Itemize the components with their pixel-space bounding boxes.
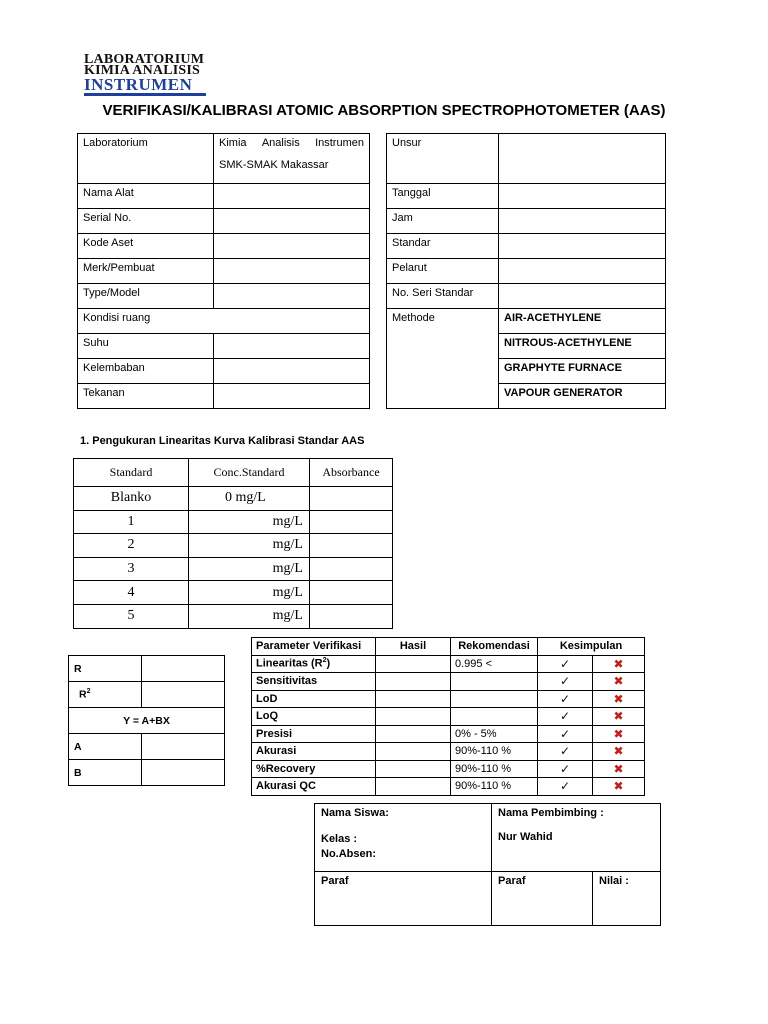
check-icon[interactable]: ✓ <box>538 725 593 743</box>
conc-unit[interactable]: mg/L <box>189 510 310 534</box>
lab-school: SMK-SMAK Makassar <box>219 159 329 171</box>
regression-equation: Y = A+BX <box>69 708 225 734</box>
check-icon[interactable]: ✓ <box>538 778 593 796</box>
method-nitrous-acethylene[interactable]: NITROUS-ACETHYLENE <box>499 334 666 359</box>
r2-base: R <box>79 688 87 701</box>
student-info-cell <box>315 804 492 872</box>
serial-no-label: Serial No. <box>78 209 214 234</box>
lab-word-1: Kimia <box>219 137 247 149</box>
table-row <box>252 690 645 708</box>
document-title: VERIFIKASI/KALIBRASI ATOMIC ABSORPTION SPECTROPHOTOMETER (AAS) <box>102 102 666 119</box>
table-row <box>74 557 393 581</box>
conc-unit[interactable]: mg/L <box>189 534 310 558</box>
unsur-field[interactable] <box>499 134 666 184</box>
table-row <box>252 708 645 726</box>
nama-alat-field[interactable] <box>214 184 370 209</box>
table-row <box>252 725 645 743</box>
cross-icon[interactable]: ✖ <box>593 760 645 778</box>
section-1-heading: 1. Pengukuran Linearitas Kurva Kalibrasi Standar AAS <box>80 435 365 447</box>
param-rekomendasi: 0.995 < <box>451 655 538 673</box>
param-name: LoD <box>252 690 376 708</box>
standar-field[interactable] <box>499 234 666 259</box>
pelarut-label: Pelarut <box>387 259 499 284</box>
kelembaban-field[interactable] <box>214 359 370 384</box>
table-row <box>74 581 393 605</box>
r-field[interactable] <box>142 656 225 682</box>
regression-table <box>68 655 225 786</box>
standard-number: 3 <box>74 557 189 581</box>
tanggal-field[interactable] <box>499 184 666 209</box>
param-rekomendasi <box>451 690 538 708</box>
jam-label: Jam <box>387 209 499 234</box>
param-rekomendasi: 90%-110 % <box>451 743 538 761</box>
lab-word-3: Instrumen <box>315 137 364 149</box>
cross-icon[interactable]: ✖ <box>593 708 645 726</box>
r-label: R <box>69 656 142 682</box>
param-hasil-field[interactable] <box>376 760 451 778</box>
param-name: Presisi <box>252 725 376 743</box>
header-standard: Standard <box>74 459 189 487</box>
check-icon[interactable]: ✓ <box>538 760 593 778</box>
tekanan-label: Tekanan <box>78 384 214 409</box>
kode-aset-field[interactable] <box>214 234 370 259</box>
absorbance-field[interactable] <box>310 604 393 628</box>
standard-table <box>73 458 393 629</box>
methode-spacer <box>387 334 499 359</box>
kelas-label: Kelas : <box>321 833 358 845</box>
standard-number: 1 <box>74 510 189 534</box>
paraf-pembimbing[interactable]: Paraf <box>492 872 593 926</box>
param-hasil-field[interactable] <box>376 673 451 691</box>
suhu-field[interactable] <box>214 334 370 359</box>
pembimbing-name: Nur Wahid <box>498 831 553 843</box>
b-field[interactable] <box>142 760 225 786</box>
table-row <box>252 760 645 778</box>
tekanan-field[interactable] <box>214 384 370 409</box>
kode-aset-label: Kode Aset <box>78 234 214 259</box>
laboratorium-label: Laboratorium <box>78 134 214 184</box>
r2-sup: 2 <box>86 688 91 696</box>
merk-label: Merk/Pembuat <box>78 259 214 284</box>
logo-line-2: KIMIA ANALISIS <box>84 63 201 78</box>
standar-label: Standar <box>387 234 499 259</box>
cross-icon[interactable]: ✖ <box>593 743 645 761</box>
lab-word-2: Analisis <box>261 137 300 149</box>
absorbance-field[interactable] <box>310 534 393 558</box>
cross-icon[interactable]: ✖ <box>593 725 645 743</box>
kondisi-ruang-label: Kondisi ruang <box>78 309 370 334</box>
absorbance-field[interactable] <box>310 487 393 511</box>
param-rekomendasi: 90%-110 % <box>451 760 538 778</box>
pelarut-field[interactable] <box>499 259 666 284</box>
param-name <box>252 655 376 673</box>
a-field[interactable] <box>142 734 225 760</box>
param-hasil-field[interactable] <box>376 778 451 796</box>
no-absen-label: No.Absen: <box>321 848 376 860</box>
param-hasil-field[interactable] <box>376 708 451 726</box>
standard-number: 4 <box>74 581 189 605</box>
param-hasil-field[interactable] <box>376 690 451 708</box>
conc-unit[interactable]: mg/L <box>189 604 310 628</box>
param-name: %Recovery <box>252 760 376 778</box>
cross-icon[interactable]: ✖ <box>593 655 645 673</box>
suhu-label: Suhu <box>78 334 214 359</box>
conc-unit[interactable]: mg/L <box>189 581 310 605</box>
methode-spacer <box>387 359 499 384</box>
no-seri-standar-field[interactable] <box>499 284 666 309</box>
methode-label: Methode <box>387 309 499 334</box>
param-name: LoQ <box>252 708 376 726</box>
header-hasil: Hasil <box>376 638 451 656</box>
type-model-label: Type/Model <box>78 284 214 309</box>
conc-unit[interactable]: mg/L <box>189 557 310 581</box>
info-left-table <box>77 133 370 409</box>
absorbance-field[interactable] <box>310 557 393 581</box>
param-name: Akurasi QC <box>252 778 376 796</box>
absorbance-field[interactable] <box>310 510 393 534</box>
param-sup: 2 <box>322 657 327 665</box>
cross-icon[interactable]: ✖ <box>593 778 645 796</box>
info-right-table <box>386 133 666 409</box>
lab-logo <box>84 54 208 96</box>
a-label: A <box>69 734 142 760</box>
check-icon[interactable]: ✓ <box>538 743 593 761</box>
table-row <box>74 510 393 534</box>
param-rekomendasi: 90%-110 % <box>451 778 538 796</box>
parameter-table <box>251 637 645 796</box>
jam-field[interactable] <box>499 209 666 234</box>
logo-line-3: INSTRUMEN <box>84 76 206 96</box>
cross-icon[interactable]: ✖ <box>593 673 645 691</box>
no-seri-standar-label: No. Seri Standar <box>387 284 499 309</box>
param-hasil-field[interactable] <box>376 725 451 743</box>
absorbance-field[interactable] <box>310 581 393 605</box>
param-name-text: Linearitas (R <box>256 658 323 671</box>
table-row <box>74 534 393 558</box>
table-row <box>252 655 645 673</box>
paraf-siswa[interactable]: Paraf <box>315 872 492 926</box>
method-graphyte-furnace[interactable]: GRAPHYTE FURNACE <box>499 359 666 384</box>
method-air-acethylene[interactable]: AIR-ACETHYLENE <box>499 309 666 334</box>
table-row <box>252 778 645 796</box>
standard-number: 5 <box>74 604 189 628</box>
nilai-field[interactable]: Nilai : <box>593 872 661 926</box>
param-name: Akurasi <box>252 743 376 761</box>
tanggal-label: Tanggal <box>387 184 499 209</box>
type-model-field[interactable] <box>214 284 370 309</box>
check-icon[interactable]: ✓ <box>538 690 593 708</box>
param-rekomendasi <box>451 708 538 726</box>
cross-icon[interactable]: ✖ <box>593 690 645 708</box>
nama-pembimbing-label: Nama Pembimbing : <box>498 807 604 819</box>
logo-line-1: LABORATORIUM <box>84 52 205 67</box>
pembimbing-cell <box>492 804 661 872</box>
param-rekomendasi <box>451 673 538 691</box>
nama-siswa-label: Nama Siswa: <box>321 807 389 819</box>
param-rekomendasi: 0% - 5% <box>451 725 538 743</box>
param-name: Sensitivitas <box>252 673 376 691</box>
header-conc-standard: Conc.Standard <box>189 459 310 487</box>
signature-table <box>314 803 661 926</box>
unsur-label: Unsur <box>387 134 499 184</box>
method-vapour-generator[interactable]: VAPOUR GENERATOR <box>499 384 666 409</box>
kelembaban-label: Kelembaban <box>78 359 214 384</box>
r2-label <box>69 682 142 708</box>
table-row <box>252 673 645 691</box>
standard-number: 2 <box>74 534 189 558</box>
check-icon[interactable]: ✓ <box>538 673 593 691</box>
b-label: B <box>69 760 142 786</box>
laboratorium-value <box>214 134 370 184</box>
merk-field[interactable] <box>214 259 370 284</box>
header-absorbance: Absorbance <box>310 459 393 487</box>
methode-spacer <box>387 384 499 409</box>
nama-alat-label: Nama Alat <box>78 184 214 209</box>
r2-field[interactable] <box>142 682 225 708</box>
table-row <box>74 487 393 511</box>
header-kesimpulan: Kesimpulan <box>538 638 645 656</box>
conc-blanko: 0 mg/L <box>189 487 310 511</box>
table-row <box>74 604 393 628</box>
standard-blanko: Blanko <box>74 487 189 511</box>
check-icon[interactable]: ✓ <box>538 655 593 673</box>
header-parameter: Parameter Verifikasi <box>252 638 376 656</box>
check-icon[interactable]: ✓ <box>538 708 593 726</box>
serial-no-field[interactable] <box>214 209 370 234</box>
param-hasil-field[interactable] <box>376 655 451 673</box>
table-row <box>252 743 645 761</box>
header-rekomendasi: Rekomendasi <box>451 638 538 656</box>
param-suffix: ) <box>326 658 331 671</box>
param-hasil-field[interactable] <box>376 743 451 761</box>
